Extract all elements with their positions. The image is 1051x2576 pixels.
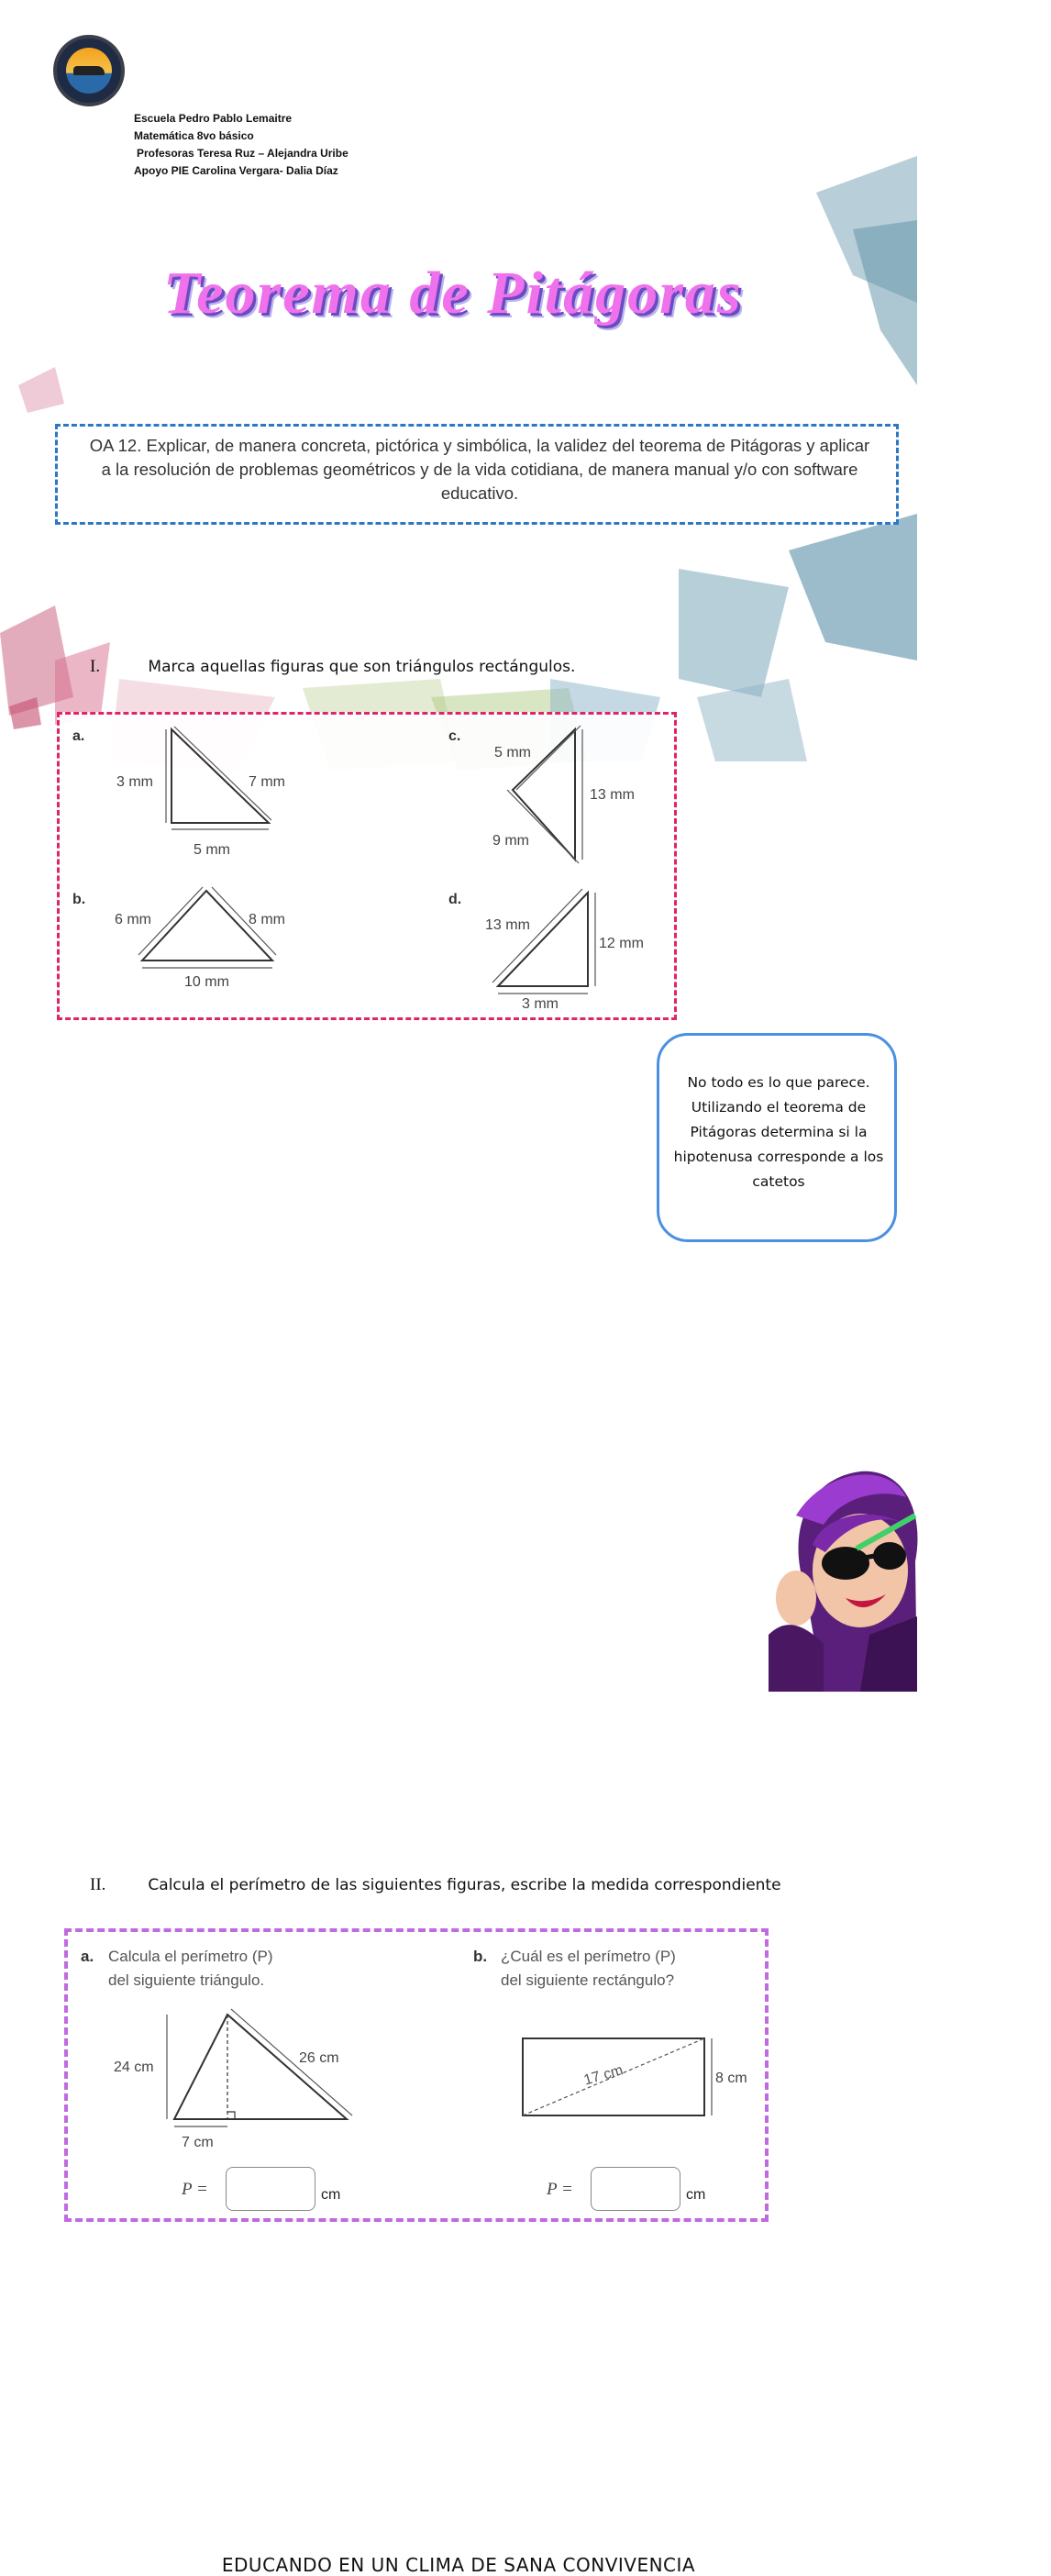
figure-b-label-3: 10 mm <box>184 974 229 990</box>
problem-b-unit: cm <box>686 2187 706 2203</box>
figure-a-letter: a. <box>72 728 85 744</box>
page-title: Teorema de Pitágoras <box>163 260 743 327</box>
speech-bubble <box>657 1033 897 1242</box>
teacher-avatar <box>769 1460 917 1692</box>
problem-b-letter: b. <box>473 1948 488 1965</box>
problem-b <box>473 1948 747 2115</box>
logo-silhouette <box>73 66 105 75</box>
figure-c-label-1: 5 mm <box>494 745 531 761</box>
problem-a-line-1: Calcula el perímetro (P) <box>108 1948 273 1965</box>
section-1-number: I. <box>90 657 101 676</box>
problem-a-label-3: 7 cm <box>182 2135 214 2150</box>
section-2-instruction: Calcula el perímetro de las siguientes figuras, escribe la medida correspondiente <box>148 1876 781 1894</box>
figure-d-label-3: 3 mm <box>522 996 559 1012</box>
figure-d-label-1: 13 mm <box>485 917 530 933</box>
school-info <box>134 110 1051 180</box>
problem-b-line-2: del siguiente rectángulo? <box>501 1971 675 1989</box>
problem-b-label-2: 8 cm <box>715 2071 747 2086</box>
problem-a-label-2: 26 cm <box>299 2050 339 2066</box>
section-1-instruction: Marca aquellas figuras que son triángulos rectángulos. <box>148 658 576 676</box>
figure-d[interactable] <box>448 889 644 1012</box>
problem-a-p-label: P = <box>182 2180 208 2199</box>
problem-b-p-label: P = <box>547 2180 573 2199</box>
section-1-heading <box>90 657 1007 677</box>
figure-a[interactable] <box>72 727 285 858</box>
figure-a-label-1: 3 mm <box>116 774 153 790</box>
section-2-box <box>64 1928 769 2222</box>
figure-d-letter: d. <box>448 892 462 907</box>
problem-a-letter: a. <box>81 1948 94 1965</box>
school-logo <box>53 35 125 106</box>
objective-box <box>55 424 899 525</box>
right-triangle-figures <box>60 715 674 1017</box>
figure-b[interactable] <box>72 887 285 990</box>
school-name: Escuela Pedro Pablo Lemaitre <box>134 112 293 125</box>
figure-b-label-2: 8 mm <box>249 912 285 927</box>
teachers: Profesoras Teresa Ruz – Alejandra Uribe <box>137 147 348 160</box>
figure-c-label-2: 13 mm <box>590 787 635 803</box>
support-staff: Apoyo PIE Carolina Vergara- Dalia Díaz <box>134 164 338 177</box>
figure-c-letter: c. <box>448 728 461 744</box>
section-1-box <box>57 712 677 1020</box>
section-2-heading <box>90 1875 1007 1895</box>
footer-motto: EDUCANDO EN UN CLIMA DE SANA CONVIVENCIA <box>221 2554 696 2576</box>
objective-text: OA 12. Explicar, de manera concreta, pictórica y simbólica, la validez del teorema de Pitágoras y aplicar a la resolución de problemas geométricos y de la vida cotidiana, de manera manual y/o con software educativo. <box>89 436 870 503</box>
problem-a-unit: cm <box>321 2187 341 2203</box>
problem-a-label-1: 24 cm <box>114 2060 154 2075</box>
figure-c[interactable] <box>448 726 635 863</box>
problem-a <box>81 1948 352 2150</box>
figure-b-letter: b. <box>72 892 86 907</box>
problem-b-line-1: ¿Cuál es el perímetro (P) <box>501 1948 676 1965</box>
problem-b-label-1: 17 cm <box>581 2062 625 2089</box>
problem-a-answer-input[interactable] <box>226 2167 315 2211</box>
figure-c-label-3: 9 mm <box>492 833 529 849</box>
problem-a-line-2: del siguiente triángulo. <box>108 1971 265 1989</box>
section-2-number: II. <box>90 1875 106 1894</box>
course-name: Matemática 8vo básico <box>134 129 254 142</box>
speech-bubble-text: No todo es lo que parece. Utilizando el teorema de Pitágoras determina si la hipotenusa corresponde a los catetos <box>673 1074 884 1190</box>
problem-b-answer-input[interactable] <box>591 2167 680 2211</box>
figure-d-label-2: 12 mm <box>599 936 644 951</box>
figure-b-label-1: 6 mm <box>115 912 151 927</box>
figure-a-label-3: 5 mm <box>194 842 230 858</box>
figure-a-label-2: 7 mm <box>249 774 285 790</box>
